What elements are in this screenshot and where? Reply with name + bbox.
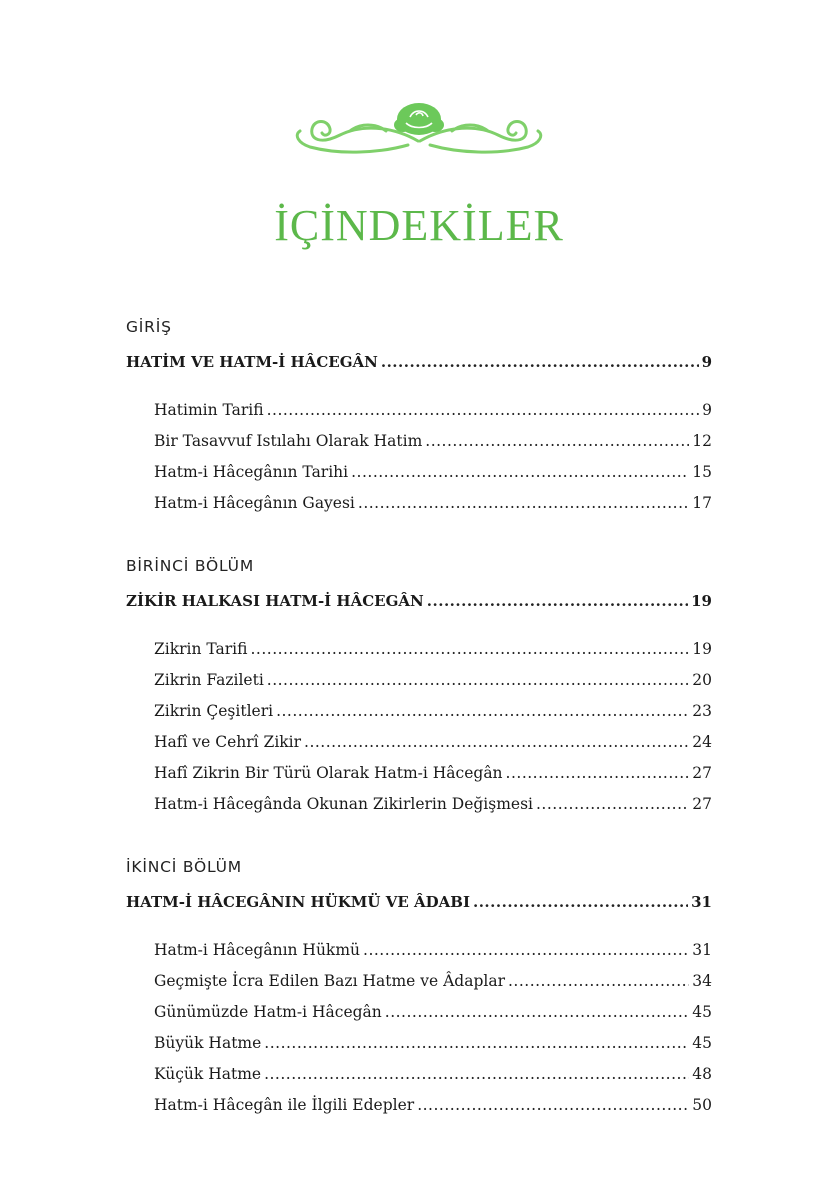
dot-leader bbox=[264, 1059, 689, 1090]
item-title: Geçmişte İcra Edilen Bazı Hatme ve Âdaplar bbox=[154, 972, 505, 990]
item-title: Bir Tasavvuf Istılahı Olarak Hatim bbox=[154, 432, 423, 450]
toc-item[interactable] bbox=[126, 935, 712, 966]
page-number: 19 bbox=[692, 640, 712, 658]
item-title: Hatm-i Hâcegânda Okunan Zikirlerin Değişmesi bbox=[154, 795, 533, 813]
toc-item[interactable] bbox=[126, 665, 712, 696]
page-number: 17 bbox=[692, 494, 712, 512]
dot-leader bbox=[363, 935, 689, 966]
section-label: İKİNCİ BÖLÜM bbox=[126, 858, 242, 876]
section-spacer bbox=[126, 820, 712, 853]
floral-flourish-icon bbox=[290, 95, 548, 167]
section-spacer bbox=[126, 519, 712, 552]
dot-leader bbox=[267, 395, 700, 426]
section-label: GİRİŞ bbox=[126, 318, 172, 336]
page-title: İÇİNDEKİLER bbox=[274, 201, 564, 250]
dot-leader bbox=[425, 426, 689, 457]
page-number: 45 bbox=[692, 1034, 712, 1052]
toc-item[interactable] bbox=[126, 457, 712, 488]
page-number: 23 bbox=[692, 702, 712, 720]
chapter-title: HATİM VE HATM-İ HÂCEGÂN bbox=[126, 353, 378, 371]
toc-item[interactable] bbox=[126, 997, 712, 1028]
toc-item[interactable] bbox=[126, 758, 712, 789]
toc-chapter-entry[interactable] bbox=[126, 881, 712, 923]
item-title: Hatimin Tarifi bbox=[154, 401, 264, 419]
toc-item[interactable] bbox=[126, 488, 712, 519]
section-label: BİRİNCİ BÖLÜM bbox=[126, 557, 255, 575]
dot-leader bbox=[276, 696, 689, 727]
page-number: 34 bbox=[692, 972, 712, 990]
dot-leader bbox=[506, 758, 690, 789]
chapter-title: HATM-İ HÂCEGÂNIN HÜKMÜ VE ÂDABI bbox=[126, 893, 470, 911]
toc-item[interactable] bbox=[126, 1028, 712, 1059]
dot-leader bbox=[267, 665, 689, 696]
page-number: 9 bbox=[702, 401, 712, 419]
dot-leader bbox=[508, 966, 689, 997]
item-title: Hatm-i Hâcegân ile İlgili Edepler bbox=[154, 1096, 415, 1114]
dot-leader bbox=[351, 457, 689, 488]
toc-item[interactable] bbox=[126, 789, 712, 820]
item-title: Zikrin Tarifi bbox=[154, 640, 248, 658]
page-number: 15 bbox=[692, 463, 712, 481]
toc-item[interactable] bbox=[126, 1090, 712, 1121]
toc-item[interactable] bbox=[126, 395, 712, 426]
toc-chapter-entry[interactable] bbox=[126, 580, 712, 622]
dot-leader bbox=[304, 727, 689, 758]
table-of-contents bbox=[126, 313, 712, 1121]
page-number: 27 bbox=[692, 764, 712, 782]
item-title: Hafî Zikrin Bir Türü Olarak Hatm-i Hâcegân bbox=[154, 764, 503, 782]
dot-leader bbox=[264, 1028, 689, 1059]
dot-leader bbox=[385, 997, 690, 1028]
page-number: 12 bbox=[692, 432, 712, 450]
item-title: Hatm-i Hâcegânın Tarihi bbox=[154, 463, 349, 481]
page-number: 27 bbox=[692, 795, 712, 813]
toc-item[interactable] bbox=[126, 1059, 712, 1090]
dot-leader bbox=[473, 881, 688, 923]
page-number: 45 bbox=[692, 1003, 712, 1021]
dot-leader bbox=[427, 580, 688, 622]
dot-leader bbox=[417, 1090, 689, 1121]
chapter-title: ZİKİR HALKASI HATM-İ HÂCEGÂN bbox=[126, 592, 424, 610]
item-title: Zikrin Fazileti bbox=[154, 671, 264, 689]
page-number: 24 bbox=[692, 733, 712, 751]
dot-leader bbox=[358, 488, 689, 519]
toc-item[interactable] bbox=[126, 426, 712, 457]
dot-leader bbox=[536, 789, 689, 820]
item-title: Küçük Hatme bbox=[154, 1065, 262, 1083]
page-number: 9 bbox=[701, 353, 712, 371]
page-number: 31 bbox=[691, 893, 712, 911]
page-number: 31 bbox=[692, 941, 712, 959]
page-number: 48 bbox=[692, 1065, 712, 1083]
dot-leader bbox=[250, 634, 689, 665]
item-title: Günümüzde Hatm-i Hâcegân bbox=[154, 1003, 382, 1021]
item-title: Zikrin Çeşitleri bbox=[154, 702, 274, 720]
toc-item[interactable] bbox=[126, 966, 712, 997]
dot-leader bbox=[381, 341, 699, 383]
item-title: Hatm-i Hâcegânın Hükmü bbox=[154, 941, 361, 959]
page-number: 19 bbox=[691, 592, 712, 610]
item-title: Hafî ve Cehrî Zikir bbox=[154, 733, 302, 751]
item-title: Hatm-i Hâcegânın Gayesi bbox=[154, 494, 355, 512]
toc-item[interactable] bbox=[126, 634, 712, 665]
toc-item[interactable] bbox=[126, 727, 712, 758]
toc-item[interactable] bbox=[126, 696, 712, 727]
page-number: 50 bbox=[692, 1096, 712, 1114]
toc-chapter-entry[interactable] bbox=[126, 341, 712, 383]
page-number: 20 bbox=[692, 671, 712, 689]
item-title: Büyük Hatme bbox=[154, 1034, 262, 1052]
